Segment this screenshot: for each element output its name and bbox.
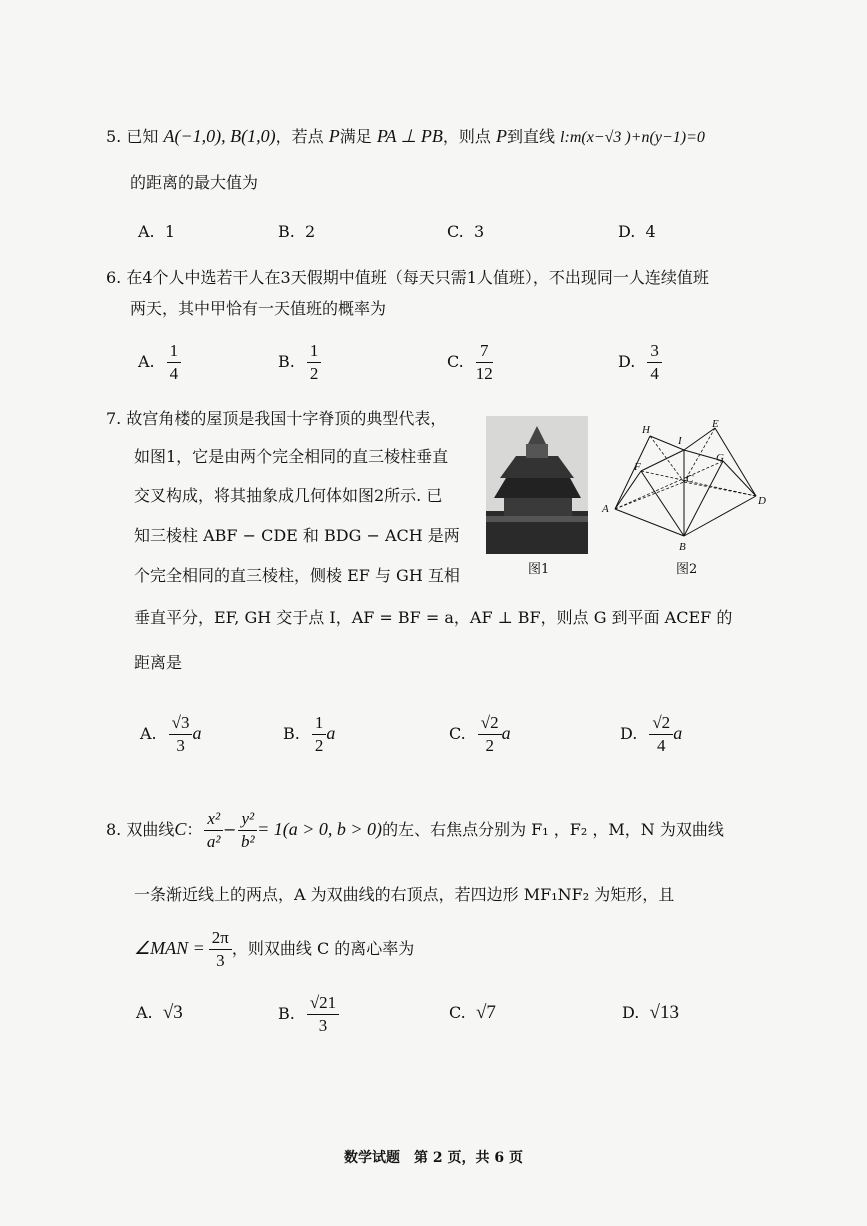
q6-option-b xyxy=(278,340,321,385)
label-f: F xyxy=(634,461,641,473)
denominator: 2 xyxy=(314,736,324,755)
angle-fraction xyxy=(209,927,232,972)
numerator: 7 xyxy=(476,340,493,363)
numerator: √21 xyxy=(307,992,339,1015)
q5-text-c: 满足 xyxy=(339,127,372,146)
q7-option-c xyxy=(449,712,511,757)
fraction xyxy=(307,340,322,385)
numerator: 1 xyxy=(307,340,322,363)
option-label: B. xyxy=(278,352,295,371)
fraction xyxy=(476,340,493,385)
q6-option-d xyxy=(618,340,662,385)
figure2-caption: 图2 xyxy=(676,562,698,577)
label-e: E xyxy=(712,418,719,430)
corner-tower-photo xyxy=(486,416,588,554)
q8-option-b xyxy=(278,992,339,1037)
denominator: 3 xyxy=(216,951,225,970)
q8-option-c xyxy=(449,1002,496,1024)
fraction xyxy=(647,340,662,385)
label-d: D xyxy=(758,495,766,507)
y-fraction xyxy=(238,808,257,853)
q7-number: 7. xyxy=(106,409,122,428)
option-label: D. xyxy=(618,222,636,241)
option-label: B. xyxy=(283,724,300,743)
q8-angle: ∠MAN = xyxy=(134,938,205,958)
numerator: √2 xyxy=(649,712,673,735)
q8-line3 xyxy=(134,925,414,972)
q7-line2: 如图1，它是由两个完全相同的直三棱柱垂直 xyxy=(134,447,449,466)
numerator: 1 xyxy=(167,340,182,363)
numerator: √3 xyxy=(169,712,193,735)
denominator: 12 xyxy=(475,364,493,383)
fraction xyxy=(312,712,327,757)
q5-text-e: 到直线 xyxy=(506,127,555,146)
option-value: √13 xyxy=(649,1002,679,1023)
numerator: 1 xyxy=(312,712,327,735)
option-label: D. xyxy=(620,724,638,743)
option-value: 4 xyxy=(645,222,656,241)
q6-line2: 两天，其中甲恰有一天值班的概率为 xyxy=(130,299,387,318)
q7-option-d xyxy=(620,712,682,757)
q6-text1: 在4个人中选若干人在3天假期中值班（每天只需1人值班），不出现同一人连续值班 xyxy=(126,268,709,287)
option-label: A. xyxy=(136,1003,153,1022)
q6-number: 6. xyxy=(106,268,122,287)
option-label: D. xyxy=(622,1003,640,1022)
q8-option-d xyxy=(622,1002,679,1024)
numerator: √2 xyxy=(478,712,502,735)
fraction xyxy=(169,712,193,757)
option-label: B. xyxy=(278,1004,295,1023)
q7-line3: 交叉构成，将其抽象成几何体如图2所示. 已 xyxy=(134,486,443,505)
q5-text-a: 已知 xyxy=(126,127,159,146)
q7-line7: 距离是 xyxy=(134,653,183,672)
fraction xyxy=(307,992,339,1037)
label-i: I xyxy=(678,435,682,447)
q5-text-d: ，则点 xyxy=(442,127,491,146)
q7-option-a xyxy=(140,712,201,757)
q7-line5: 个完全相同的直三棱柱，侧棱 EF 与 GH 互相 xyxy=(134,566,460,585)
minus: − xyxy=(223,820,237,839)
q7-line6: 垂直平分，EF, GH 交于点 I，AF = BF = a，AF ⊥ BF，则点 G 到平面 ACEF 的 xyxy=(134,608,733,627)
numerator: 3 xyxy=(647,340,662,363)
denominator: 2 xyxy=(485,736,494,755)
denominator: 4 xyxy=(657,736,666,755)
q8-number: 8. xyxy=(106,820,122,839)
variable: a xyxy=(673,723,683,743)
fraction xyxy=(478,712,502,757)
q7-text1: 故宫角楼的屋顶是我国十字脊顶的典型代表， xyxy=(126,409,447,428)
x-fraction xyxy=(204,808,223,853)
q7-line4: 知三棱柱 ABF − CDE 和 BDG − ACH 是两 xyxy=(134,526,460,545)
q8-colon: ： xyxy=(186,820,203,839)
numerator: x² xyxy=(204,808,223,831)
option-label: C. xyxy=(449,1003,466,1022)
option-value: 3 xyxy=(473,222,485,241)
variable: a xyxy=(501,723,511,743)
denominator: 2 xyxy=(309,364,319,383)
denominator: 4 xyxy=(650,364,659,383)
option-label: C. xyxy=(447,352,464,371)
q6-option-c xyxy=(447,340,493,385)
fraction xyxy=(649,712,673,757)
numerator: y² xyxy=(238,808,257,831)
option-label: C. xyxy=(449,724,466,743)
numerator: 2π xyxy=(209,927,232,950)
option-label: B. xyxy=(278,222,295,241)
q5-point-p2: P xyxy=(495,126,507,146)
label-a: A xyxy=(602,503,609,515)
q8-text2: 的左、右焦点分别为 F₁ ，F₂ ，M，N 为双曲线 xyxy=(382,820,724,839)
q8-line2: 一条渐近线上的两点，A 为双曲线的右顶点，若四边形 MF₁NF₂ 为矩形，且 xyxy=(134,885,675,904)
denominator: 3 xyxy=(176,736,185,755)
q5-line1 xyxy=(106,125,705,149)
q5-text-b: ，若点 xyxy=(275,127,324,146)
label-g: G xyxy=(716,452,724,464)
q5-points: A(−1,0), B(1,0) xyxy=(163,126,276,146)
q8-c: C xyxy=(174,819,187,839)
variable: a xyxy=(192,723,202,743)
q5-line2: 的距离的最大值为 xyxy=(130,173,259,192)
q5-condition: PA ⊥ PB xyxy=(376,126,443,146)
q5-option-b xyxy=(278,222,315,241)
option-label: A. xyxy=(138,222,155,241)
fraction xyxy=(167,340,182,385)
q6-line1 xyxy=(106,267,709,289)
q8-text1: 双曲线 xyxy=(126,820,175,839)
variable: a xyxy=(326,723,336,743)
geometry-figure-2 xyxy=(598,416,770,556)
option-label: A. xyxy=(140,724,157,743)
q8-option-a xyxy=(136,1002,183,1024)
denominator: a² xyxy=(206,832,221,851)
page-footer: 数学试题 第 2 页，共 6 页 xyxy=(344,1150,523,1166)
option-label: C. xyxy=(447,222,464,241)
q8-line1 xyxy=(106,806,724,853)
q5-option-a xyxy=(138,222,175,241)
denominator: b² xyxy=(240,832,255,851)
q8-equation: = 1(a > 0, b > 0) xyxy=(257,819,383,839)
option-label: D. xyxy=(618,352,636,371)
q7-option-b xyxy=(283,712,335,757)
q5-number: 5. xyxy=(106,127,122,146)
denominator: 4 xyxy=(169,364,179,383)
option-value: 2 xyxy=(305,222,316,241)
q5-option-d xyxy=(618,222,656,241)
q5-line-l: l:m(x−√3 )+n(y−1)=0 xyxy=(560,129,705,146)
label-b: B xyxy=(679,541,686,553)
option-value: √7 xyxy=(475,1002,496,1023)
q5-option-c xyxy=(447,222,484,241)
denominator: 3 xyxy=(318,1016,328,1035)
option-value: √3 xyxy=(162,1002,183,1023)
option-value: 1 xyxy=(164,222,175,241)
option-label: A. xyxy=(138,352,155,371)
label-h: H xyxy=(642,424,650,436)
label-c: C xyxy=(686,473,694,485)
figure1-caption: 图1 xyxy=(528,562,550,577)
q8-text3: ，则双曲线 C 的离心率为 xyxy=(231,939,415,958)
q6-option-a xyxy=(138,340,181,385)
q7-line1 xyxy=(106,408,446,430)
q5-point-p: P xyxy=(328,126,340,146)
